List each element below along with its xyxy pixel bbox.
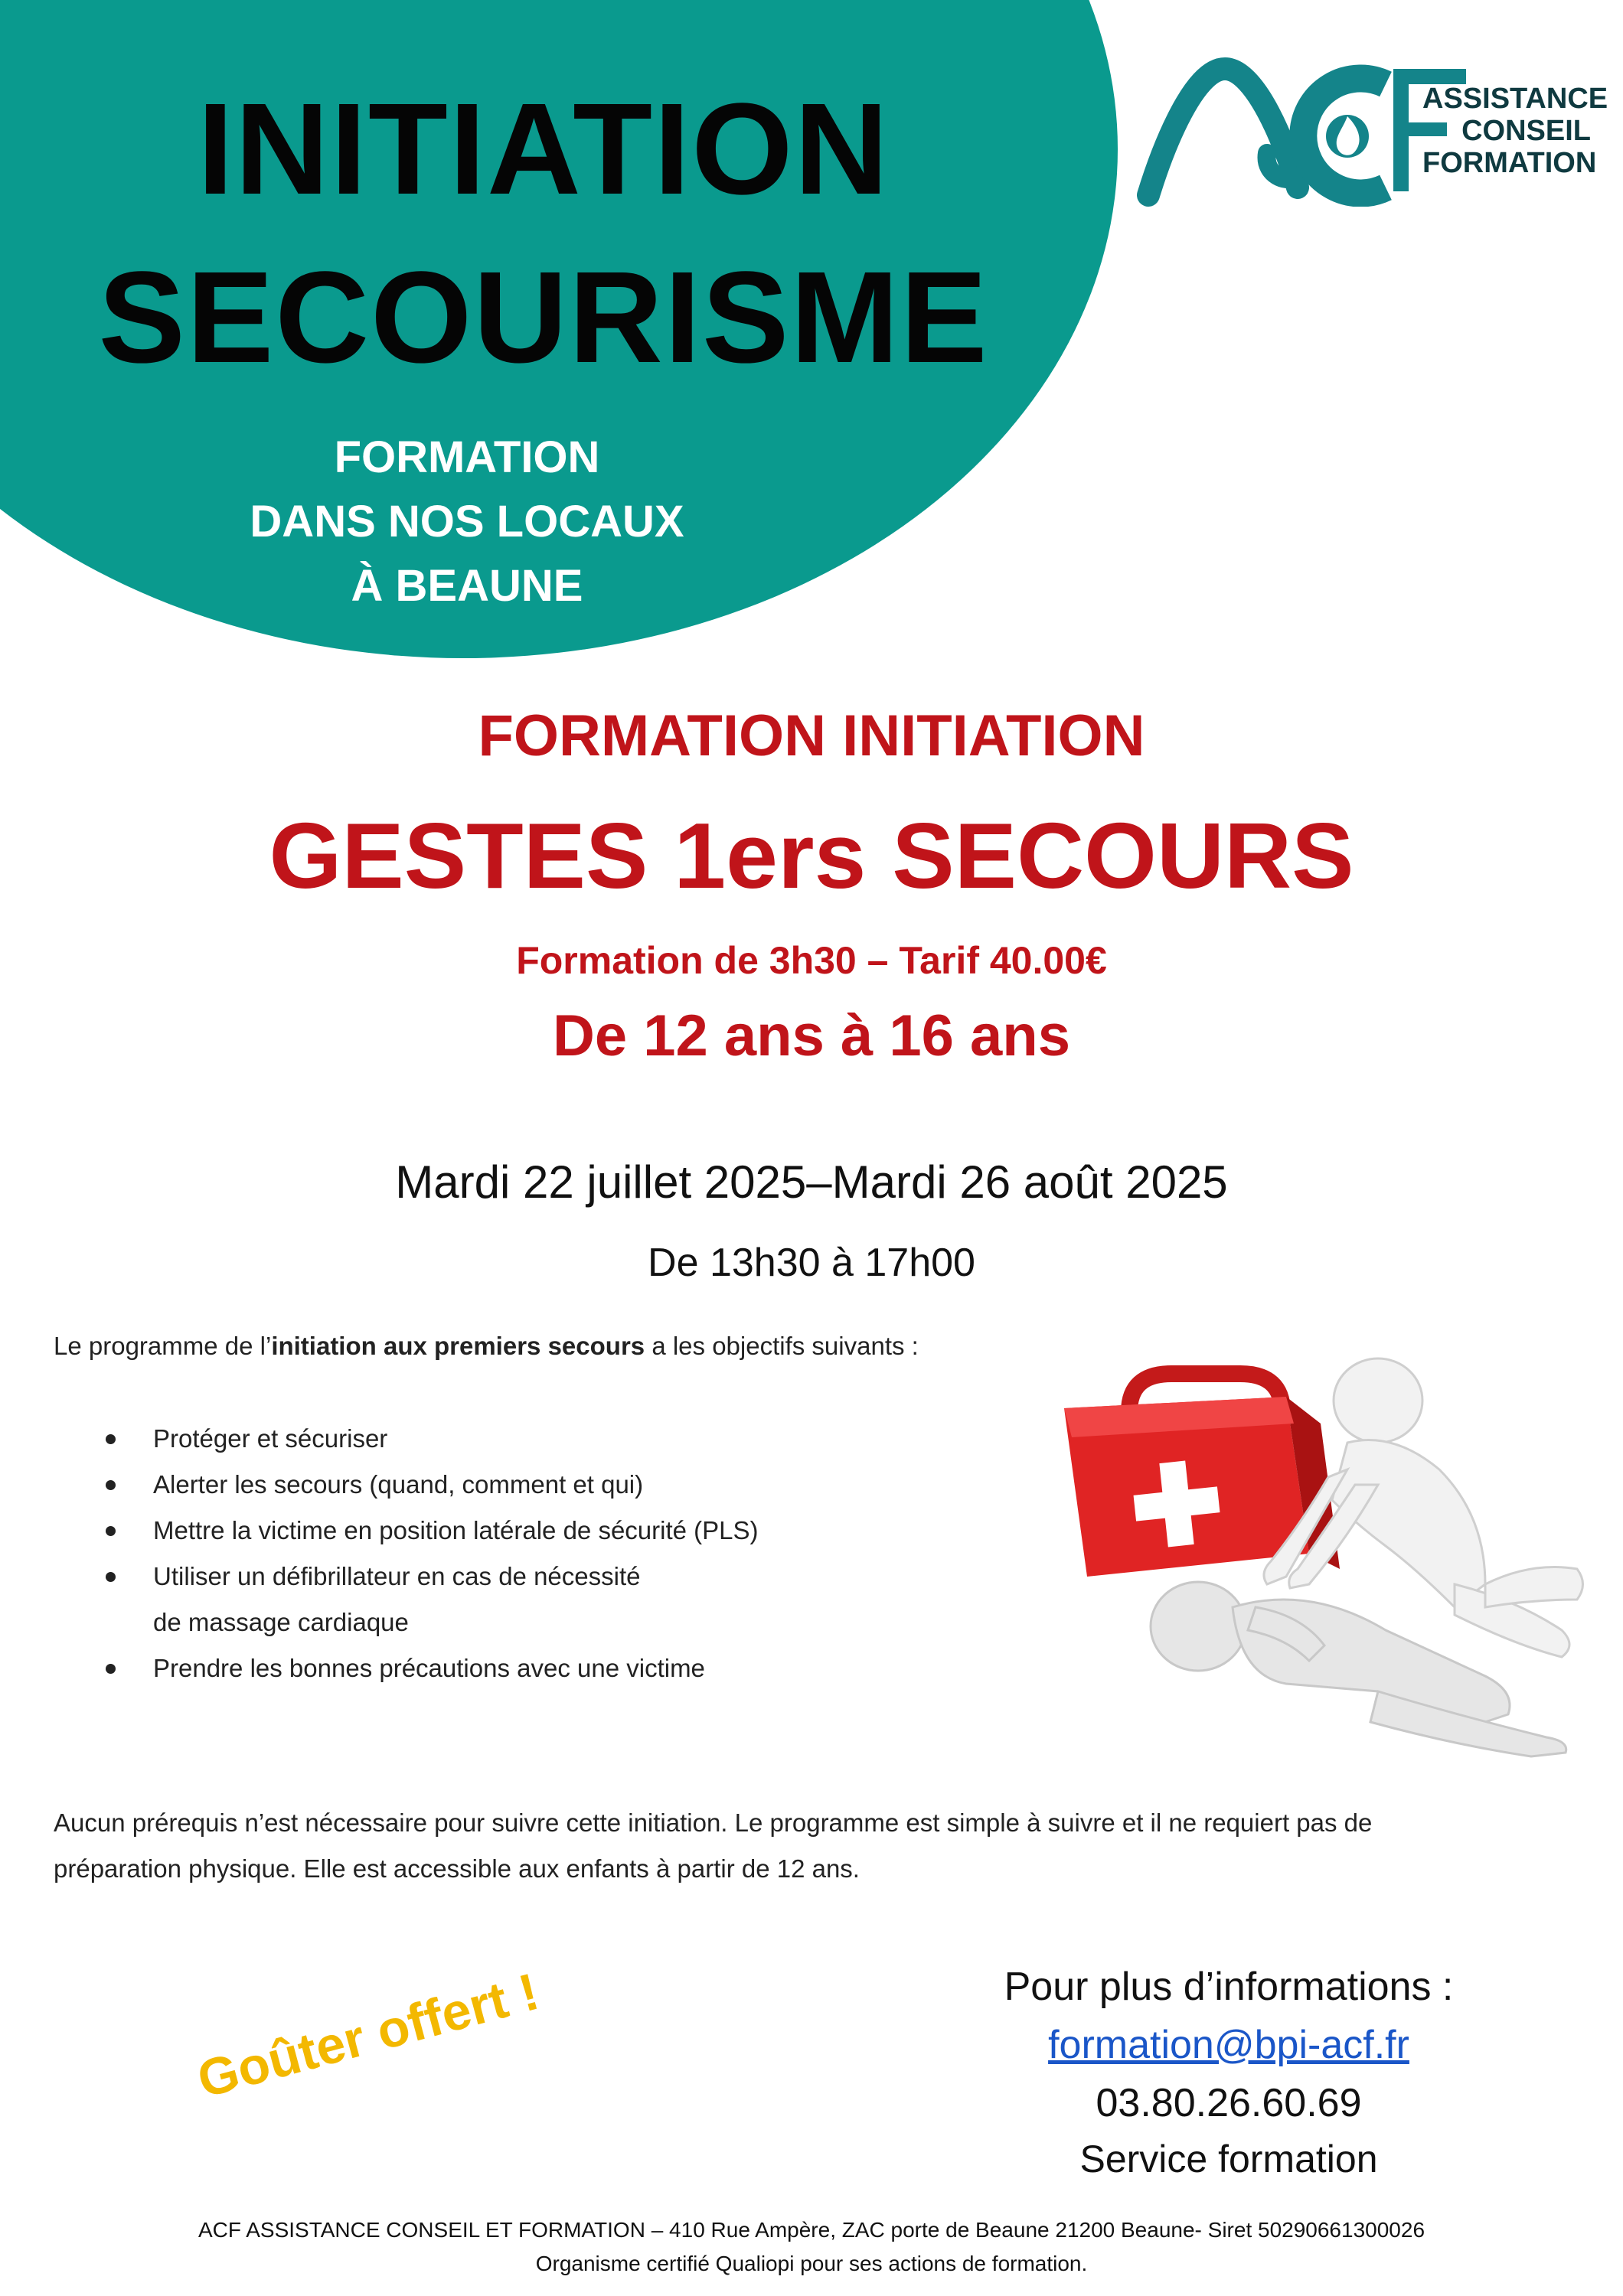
headline-age-range: De 12 ans à 16 ans xyxy=(553,1003,1070,1068)
objective-text: Alerter les secours (quand, comment et qui) xyxy=(153,1470,644,1499)
hero-title-line1: INITIATION xyxy=(197,77,890,222)
bullet-icon xyxy=(106,1526,116,1536)
logo-text-line1: ASSISTANCE xyxy=(1422,83,1608,115)
hero-subtitle-line3: À BEAUNE xyxy=(351,561,583,611)
paragraph-line2: préparation physique. Elle est accessible aux enfants à partir de 12 ans. xyxy=(54,1854,860,1883)
contact-service: Service formation xyxy=(1079,2138,1378,2180)
schedule-hours: De 13h30 à 17h00 xyxy=(648,1241,975,1285)
bullet-icon xyxy=(106,1480,116,1490)
bullet-icon xyxy=(106,1434,116,1444)
list-item xyxy=(100,1508,759,1554)
contact-heading: Pour plus d’informations : xyxy=(1004,1965,1454,2009)
list-item xyxy=(100,1554,759,1600)
schedule-dates: Mardi 22 juillet 2025–Mardi 26 août 2025 xyxy=(395,1156,1228,1208)
logo-text-line2: CONSEIL xyxy=(1461,115,1591,147)
snack-offered-badge: Goûter offert ! xyxy=(191,1962,545,2109)
paragraph-line1: Aucun prérequis n’est nécessaire pour suivre cette initiation. Le programme est simple à suivre et il ne requiert pas de xyxy=(54,1808,1373,1837)
hero-title-line2: SECOURISME xyxy=(98,245,989,390)
logo-text xyxy=(1422,83,1608,179)
footer-company-address: ACF ASSISTANCE CONSEIL ET FORMATION – 410 Rue Ampère, ZAC porte de Beaune 21200 Beaune- Siret 50290661300026 xyxy=(198,2218,1425,2242)
list-item xyxy=(100,1416,759,1462)
program-intro-before: Le programme de l’ xyxy=(54,1332,272,1360)
headline-duration-price: Formation de 3h30 – Tarif 40.00€ xyxy=(516,939,1107,982)
hero-subtitle-line2: DANS NOS LOCAUX xyxy=(250,497,684,546)
bullet-icon xyxy=(106,1664,116,1674)
list-item xyxy=(100,1462,759,1508)
logo-text-line3: FORMATION xyxy=(1422,147,1597,179)
headline-gestes-secours: GESTES 1ers SECOURS xyxy=(269,804,1354,908)
bullet-icon xyxy=(106,1572,116,1582)
contact-email-link[interactable]: formation@bpi-acf.fr xyxy=(1048,2023,1409,2067)
headline-formation-initiation: FORMATION INITIATION xyxy=(478,703,1145,768)
objective-text: Prendre les bonnes précautions avec une victime xyxy=(153,1654,705,1682)
list-item-continuation xyxy=(100,1600,759,1645)
program-intro-after: a les objectifs suivants : xyxy=(645,1332,919,1360)
hero-subtitle-line1: FORMATION xyxy=(334,432,600,482)
program-intro xyxy=(54,1332,919,1361)
objective-text-continuation: de massage cardiaque xyxy=(153,1608,409,1636)
list-item xyxy=(100,1645,759,1691)
objective-text: Protéger et sécuriser xyxy=(153,1424,388,1453)
first-aid-illustration xyxy=(1056,1355,1592,1768)
prerequisites-paragraph xyxy=(54,1800,1569,1892)
footer-certification: Organisme certifié Qualiopi pour ses actions de formation. xyxy=(535,2252,1088,2275)
contact-phone: 03.80.26.60.69 xyxy=(1096,2081,1362,2125)
objectives-list xyxy=(100,1416,759,1691)
program-intro-bold: initiation aux premiers secours xyxy=(271,1332,645,1360)
objective-text: Utiliser un défibrillateur en cas de nécessité xyxy=(153,1562,641,1590)
objective-text: Mettre la victime en position latérale de sécurité (PLS) xyxy=(153,1516,759,1544)
